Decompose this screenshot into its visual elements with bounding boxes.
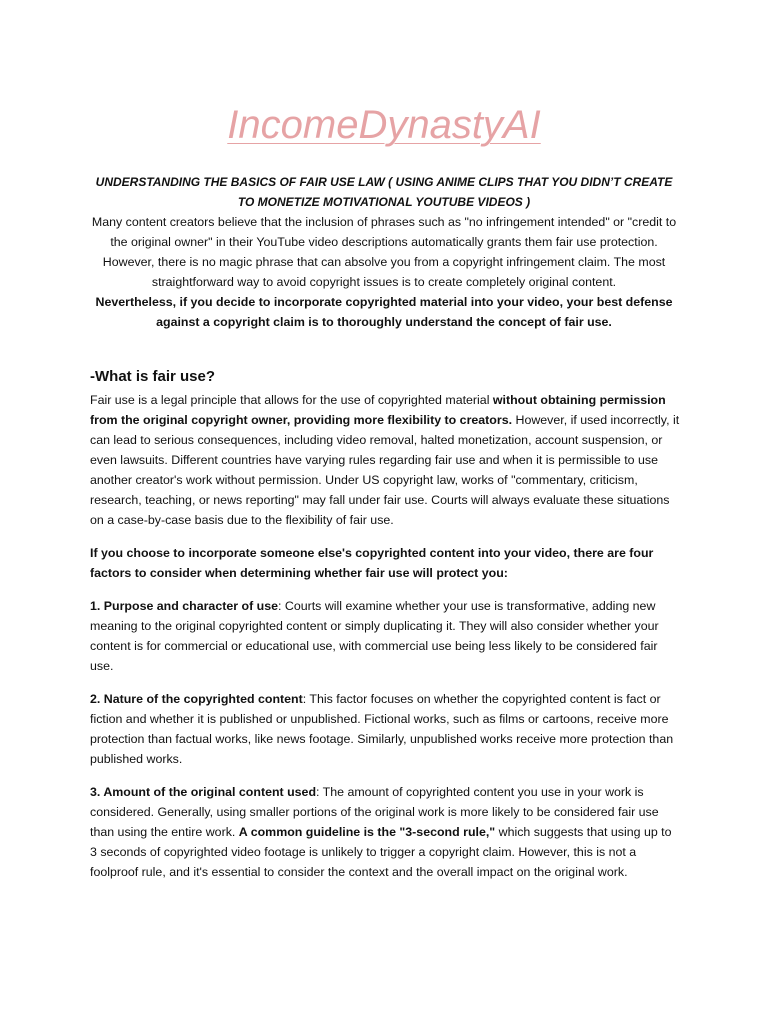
intro-bold-paragraph: Nevertheless, if you decide to incorporate copyrighted material into your video, your best defense against a copyright claim is to thoroughly understand the concept of fair use. xyxy=(95,295,673,329)
definition-text-end: However, if used incorrectly, it can lead to serious consequences, including video removal, halted monetization, account suspension, or even lawsuits. Different countries have varying rules regarding fair use and when it is permissible to use another creator's work without permission. Under US copyright law, works of "commentary, criticism, research, teaching, or news reporting" may fall under fair use. Courts will always evaluate these situations on a case-by-case basis due to the flexibility of fair use. xyxy=(90,413,680,527)
factors-intro-paragraph xyxy=(90,543,680,583)
section-title: -What is fair use? xyxy=(90,368,216,385)
factor-3-paragraph xyxy=(90,782,680,882)
factor-3-text-start: : The amount of copyrighted content you use in your work is considered. Generally, using smaller portions of the original work is more likely to be considered fair use than using the entire work. xyxy=(90,785,659,839)
intro-block xyxy=(86,172,682,332)
definition-text-start: Fair use is a legal principle that allows for the use of copyrighted material xyxy=(90,393,493,407)
factor-1-text: : Courts will examine whether your use is transformative, adding new meaning to the original copyrighted content or simply duplicating it. They will also consider whether your content is for commercial or educational use, with commercial use being less likely to be considered fair use. xyxy=(90,599,659,673)
definition-paragraph xyxy=(90,390,680,530)
factor-2-paragraph xyxy=(90,689,680,769)
factor-2-text: : This factor focuses on whether the copyrighted content is fact or fiction and whether it is published or unpublished. Fictional works, such as films or cartoons, receive more protection than factual works, like news footage. Similarly, unpublished works receive more protection than published works. xyxy=(90,692,674,766)
definition-bold-text: without obtaining permission from the original copyright owner, providing more flexibility to creators. xyxy=(90,393,666,427)
fair-use-section xyxy=(90,366,680,895)
factor-1-label: 1. Purpose and character of use xyxy=(90,599,278,613)
brand-title: IncomeDynastyAI xyxy=(227,103,541,147)
factors-intro-text: If you choose to incorporate someone else's copyrighted content into your video, there are four factors to consider when determining whether fair use will protect you: xyxy=(90,546,654,580)
document-heading: UNDERSTANDING THE BASICS OF FAIR USE LAW ( USING ANIME CLIPS THAT YOU DIDN’T CREATE TO MONETIZE MOTIVATIONAL YOUTUBE VIDEOS ) xyxy=(95,175,673,209)
factor-3-label: 3. Amount of the original content used xyxy=(90,785,317,799)
factor-3-bold-text: A common guideline is the "3-second rule," xyxy=(238,825,496,839)
factor-2-label: 2. Nature of the copyrighted content xyxy=(90,692,303,706)
factor-1-paragraph xyxy=(90,596,680,676)
factor-3-text-end: which suggests that using up to 3 seconds of copyrighted video footage is unlikely to trigger a copyright claim. However, this is not a foolproof rule, and it's essential to consider the context and the overall impact on the original work. xyxy=(90,825,672,879)
intro-paragraph: Many content creators believe that the inclusion of phrases such as "no infringement intended" or "credit to the original owner" in their YouTube video descriptions automatically grants them fair use protection. However, there is no magic phrase that can absolve you from a copyright infringement claim. The most straightforward way to avoid copyright issues is to create completely original content. xyxy=(91,215,677,289)
